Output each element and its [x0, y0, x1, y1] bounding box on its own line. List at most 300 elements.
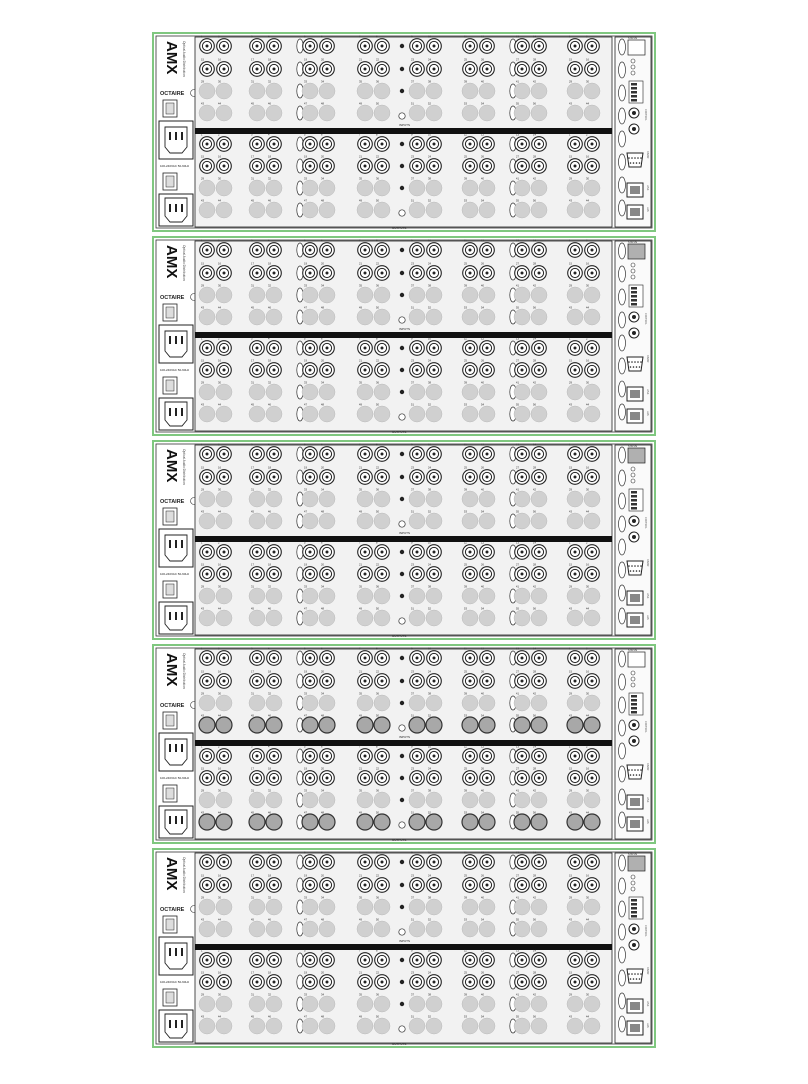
bnc-pin — [486, 165, 489, 168]
port-number: 47 — [304, 510, 307, 514]
bnc-pin — [591, 755, 594, 758]
port-number: 27 — [516, 767, 519, 771]
iec-pin-icon — [181, 744, 183, 752]
port-number: 44 — [586, 714, 589, 718]
optical-port-icon — [249, 996, 265, 1012]
port-number: 18 — [268, 262, 271, 266]
iec-pin-icon — [169, 744, 171, 752]
port-number: 37 — [411, 993, 414, 997]
port-number: 31 — [251, 585, 254, 589]
slot-icon — [619, 447, 626, 463]
led-icon — [631, 875, 635, 879]
port-number: 37 — [411, 488, 414, 492]
bnc-pin — [574, 369, 577, 372]
bnc-pin — [223, 777, 226, 780]
bnc-pin — [433, 573, 436, 576]
port-number: 17 — [251, 670, 254, 674]
rs232-pin — [637, 157, 639, 159]
rs232-label: RS232 — [646, 559, 649, 567]
bnc-pin — [538, 68, 541, 71]
port-number: 53 — [464, 607, 467, 611]
port-number: 26 — [481, 767, 484, 771]
port-number: 44 — [586, 102, 589, 106]
dip-switch-lever — [631, 299, 637, 302]
rs232-pin — [640, 769, 642, 771]
optical-port-icon — [567, 1018, 583, 1034]
inputs-label: INPUTS — [399, 939, 411, 943]
port-number: 1 — [569, 337, 571, 341]
bnc-pin — [381, 45, 384, 48]
port-number: 52 — [428, 607, 431, 611]
port-number: 18 — [268, 971, 271, 975]
port-number: 42 — [533, 177, 536, 181]
port-number: 34 — [321, 789, 324, 793]
screw-icon — [400, 89, 404, 93]
screw-icon — [400, 293, 404, 297]
port-number: 4 — [268, 851, 270, 855]
port-number: 11 — [464, 647, 467, 651]
bnc-pin — [521, 249, 524, 252]
port-number: 47 — [304, 199, 307, 203]
control-label: CONTROL — [644, 109, 647, 121]
optical-port-icon — [584, 588, 600, 604]
port-number: 25 — [464, 971, 467, 975]
port-number: 33 — [304, 896, 307, 900]
bnc-pin — [486, 272, 489, 275]
power-rating-label: 100-240VAC 50-60Hz — [160, 164, 190, 168]
port-number: 1 — [569, 133, 571, 137]
screw-icon — [400, 497, 404, 501]
bnc-pin — [416, 861, 419, 864]
port-number: 32 — [268, 896, 271, 900]
bnc-pin — [206, 755, 209, 758]
port-number: 8 — [376, 851, 378, 855]
port-number: 45 — [251, 607, 254, 611]
port-number: 10 — [428, 35, 431, 39]
port-number: 6 — [321, 949, 323, 953]
slot-icon — [619, 539, 626, 555]
optical-port-icon — [374, 180, 390, 196]
bnc-pin — [381, 884, 384, 887]
port-number: 50 — [376, 510, 379, 514]
slot-icon — [619, 651, 626, 667]
port-number: 27 — [516, 971, 519, 975]
optical-port-icon — [249, 610, 265, 626]
port-number: 26 — [481, 971, 484, 975]
port-number: 23 — [411, 359, 414, 363]
port-number: 51 — [411, 1015, 414, 1019]
optical-port-icon — [514, 513, 530, 529]
bnc-pin — [309, 272, 312, 275]
bnc-pin — [206, 884, 209, 887]
optical-port-icon — [514, 406, 530, 422]
optical-port-icon — [199, 491, 215, 507]
optical-port-icon — [319, 513, 335, 529]
bnc-pin — [326, 657, 329, 660]
port-number: 29 — [569, 789, 572, 793]
bnc-pin — [433, 369, 436, 372]
slot-icon — [619, 177, 626, 193]
rs232-pin — [630, 162, 632, 164]
optical-port-icon — [514, 1018, 530, 1034]
port-number: 20 — [321, 262, 324, 266]
lan-port-jack — [630, 186, 640, 194]
port-number: 34 — [321, 177, 324, 181]
bnc-pin — [326, 272, 329, 275]
port-number: 30 — [218, 789, 221, 793]
port-number: 54 — [481, 403, 484, 407]
port-number: 38 — [428, 789, 431, 793]
optical-port-icon — [357, 717, 373, 733]
status-label: STATUS — [628, 445, 638, 448]
port-number: 39 — [464, 381, 467, 385]
port-number: 1 — [201, 337, 203, 341]
port-number: 30 — [218, 381, 221, 385]
lan-port-jack — [630, 1024, 640, 1032]
bnc-pin — [309, 884, 312, 887]
lan-label: LINK — [646, 185, 649, 191]
slot-icon — [619, 855, 626, 871]
port-number: 43 — [569, 403, 572, 407]
bnc-pin — [326, 453, 329, 456]
bnc-pin — [538, 476, 541, 479]
bnc-pin — [521, 981, 524, 984]
optical-port-icon — [199, 1018, 215, 1034]
optical-port-icon — [216, 309, 232, 325]
iec-pin-icon — [181, 336, 183, 344]
slot-icon — [619, 108, 626, 124]
optical-port-icon — [531, 588, 547, 604]
port-number: 13 — [516, 35, 519, 39]
port-number: 13 — [516, 647, 519, 651]
port-number: 49 — [359, 918, 362, 922]
optical-port-icon — [199, 695, 215, 711]
port-number: 14 — [533, 239, 536, 243]
port-number: 34 — [321, 585, 324, 589]
port-number: 12 — [481, 443, 484, 447]
optical-port-icon — [531, 792, 547, 808]
port-number: 7 — [359, 35, 361, 39]
port-number: 25 — [464, 670, 467, 674]
lan-label: LINK — [646, 593, 649, 599]
port-number: 1 — [201, 133, 203, 137]
port-number: 46 — [268, 306, 271, 310]
port-number: 41 — [516, 177, 519, 181]
subtitle-text: Optical Audio Distribution — [182, 857, 186, 893]
port-number: 18 — [268, 874, 271, 878]
bnc-pin — [486, 68, 489, 71]
port-number: 21 — [359, 971, 362, 975]
port-number: 32 — [268, 488, 271, 492]
port-number: 56 — [533, 306, 536, 310]
bnc-pin — [591, 884, 594, 887]
bnc-pin — [538, 573, 541, 576]
port-number: 21 — [359, 670, 362, 674]
optical-port-icon — [199, 105, 215, 121]
dip-switch-lever — [631, 915, 637, 918]
bnc-pin — [574, 755, 577, 758]
lan-port-jack — [630, 798, 640, 806]
optical-port-icon — [249, 717, 265, 733]
port-number: 5 — [304, 647, 306, 651]
slot-icon — [619, 131, 626, 147]
bnc-pin — [574, 347, 577, 350]
iec-pin-icon — [175, 816, 177, 824]
dip-switch-lever — [631, 699, 637, 702]
rs232-pin — [628, 157, 630, 159]
port-number: 43 — [569, 199, 572, 203]
port-number: 9 — [411, 851, 413, 855]
port-number: 48 — [321, 1015, 324, 1019]
optical-port-icon — [216, 83, 232, 99]
port-number: 47 — [304, 1015, 307, 1019]
bnc-pin — [416, 755, 419, 758]
slot-icon — [619, 85, 626, 101]
bnc-pin — [521, 272, 524, 275]
bnc-pin — [256, 45, 259, 48]
bnc-pin — [326, 959, 329, 962]
optical-port-icon — [426, 610, 442, 626]
screw-icon — [400, 248, 404, 252]
power-rating-label: 100-240VAC 50-60Hz — [160, 572, 190, 576]
outputs-label: OUTPUTS — [392, 430, 407, 434]
optical-port-icon — [567, 105, 583, 121]
port-number: 26 — [481, 155, 484, 159]
port-number: 40 — [481, 993, 484, 997]
optical-port-icon — [531, 384, 547, 400]
optical-port-icon — [567, 83, 583, 99]
port-number: 18 — [268, 359, 271, 363]
port-number: 26 — [481, 874, 484, 878]
optical-port-icon — [374, 513, 390, 529]
lan-label: LINK — [646, 1001, 649, 1007]
port-number: 40 — [481, 284, 484, 288]
port-number: 28 — [533, 971, 536, 975]
port-number: 46 — [268, 403, 271, 407]
screw-icon — [400, 656, 404, 660]
port-number: 24 — [428, 563, 431, 567]
rs232-pin — [639, 774, 641, 776]
port-number: 21 — [359, 262, 362, 266]
bnc-pin — [416, 45, 419, 48]
port-number: 52 — [428, 714, 431, 718]
optical-port-icon — [426, 899, 442, 915]
lan-label: LAN — [646, 207, 649, 212]
port-number: 42 — [533, 692, 536, 696]
slot-icon — [619, 470, 626, 486]
bnc-pin — [591, 573, 594, 576]
port-number: 43 — [201, 403, 204, 407]
port-number: 38 — [428, 692, 431, 696]
port-number: 15 — [569, 767, 572, 771]
slot-icon — [619, 993, 626, 1009]
bnc-pin — [433, 551, 436, 554]
optical-port-icon — [199, 180, 215, 196]
optical-port-icon — [249, 202, 265, 218]
bnc-pin — [469, 143, 472, 146]
port-number: 7 — [359, 443, 361, 447]
bnc-pin — [381, 272, 384, 275]
optical-port-icon — [567, 384, 583, 400]
rs232-pin — [633, 162, 635, 164]
port-number: 7 — [359, 647, 361, 651]
port-number: 50 — [376, 811, 379, 815]
optical-port-icon — [357, 513, 373, 529]
port-number: 54 — [481, 510, 484, 514]
port-number: 31 — [251, 692, 254, 696]
port-number: 4 — [268, 745, 270, 749]
port-number: 41 — [516, 993, 519, 997]
bnc-pin — [469, 777, 472, 780]
port-number: 33 — [304, 993, 307, 997]
optical-port-icon — [249, 814, 265, 830]
port-number: 7 — [359, 745, 361, 749]
port-number: 54 — [481, 102, 484, 106]
optical-port-icon — [302, 1018, 318, 1034]
port-number: 52 — [428, 199, 431, 203]
port-number: 12 — [481, 35, 484, 39]
port-number: 43 — [569, 306, 572, 310]
bnc-pin — [433, 249, 436, 252]
optical-port-icon — [216, 1018, 232, 1034]
bnc-pin — [223, 573, 226, 576]
port-number: 14 — [533, 647, 536, 651]
bnc-pin — [326, 369, 329, 372]
optical-port-icon — [584, 814, 600, 830]
port-number: 10 — [428, 133, 431, 137]
port-number: 21 — [359, 767, 362, 771]
optical-port-icon — [479, 899, 495, 915]
optical-port-icon — [567, 202, 583, 218]
optical-port-icon — [531, 491, 547, 507]
bnc-pin — [538, 861, 541, 864]
optical-port-icon — [357, 384, 373, 400]
optical-port-icon — [514, 287, 530, 303]
bnc-pin — [433, 861, 436, 864]
port-number: 13 — [516, 949, 519, 953]
port-number: 10 — [428, 745, 431, 749]
slot-icon — [619, 1016, 626, 1032]
optical-port-icon — [302, 105, 318, 121]
optical-port-icon — [199, 814, 215, 830]
optical-port-icon — [249, 309, 265, 325]
port-number: 36 — [376, 585, 379, 589]
slot-icon — [619, 289, 626, 305]
port-number: 2 — [586, 133, 588, 137]
iec-pin-icon — [175, 948, 177, 956]
optical-port-icon — [319, 610, 335, 626]
optical-port-icon — [426, 921, 442, 937]
bnc-pin — [381, 369, 384, 372]
lan-port-jack — [630, 1002, 640, 1010]
bnc-pin — [433, 476, 436, 479]
bnc-pin — [521, 453, 524, 456]
port-number: 9 — [411, 541, 413, 545]
optical-port-icon — [584, 105, 600, 121]
port-number: 30 — [218, 585, 221, 589]
optical-port-icon — [479, 814, 495, 830]
optical-port-icon — [302, 996, 318, 1012]
dip-switch-lever — [631, 907, 637, 910]
bnc-pin — [309, 959, 312, 962]
bnc-pin — [206, 657, 209, 660]
optical-port-icon — [531, 695, 547, 711]
rs232-pin — [633, 774, 635, 776]
led-icon — [631, 71, 635, 75]
rs232-pin — [639, 978, 641, 980]
port-number: 55 — [516, 403, 519, 407]
bnc-pin — [469, 884, 472, 887]
port-number: 27 — [516, 262, 519, 266]
port-number: 7 — [359, 337, 361, 341]
control-connector-pin — [632, 535, 636, 539]
optical-port-icon — [426, 287, 442, 303]
bnc-pin — [416, 657, 419, 660]
iec-pin-icon — [169, 1020, 171, 1028]
port-number: 2 — [218, 133, 220, 137]
port-number: 30 — [218, 896, 221, 900]
bnc-pin — [591, 551, 594, 554]
optical-port-icon — [426, 814, 442, 830]
port-number: 42 — [533, 993, 536, 997]
port-number: 17 — [251, 466, 254, 470]
optical-port-icon — [531, 513, 547, 529]
port-number: 10 — [428, 443, 431, 447]
port-number: 41 — [516, 896, 519, 900]
bnc-pin — [591, 657, 594, 660]
screw-icon — [399, 822, 405, 828]
port-number: 29 — [569, 80, 572, 84]
port-number: 19 — [304, 466, 307, 470]
port-number: 11 — [464, 35, 467, 39]
bnc-pin — [223, 453, 226, 456]
bnc-pin — [326, 143, 329, 146]
port-number: 20 — [321, 670, 324, 674]
bnc-pin — [416, 884, 419, 887]
status-label: STATUS — [628, 649, 638, 652]
bnc-pin — [591, 476, 594, 479]
port-number: 45 — [251, 918, 254, 922]
port-number: 35 — [359, 789, 362, 793]
port-number: 15 — [201, 563, 204, 567]
port-number: 18 — [268, 58, 271, 62]
port-number: 29 — [201, 80, 204, 84]
bnc-pin — [416, 68, 419, 71]
control-label: CONTROL — [644, 517, 647, 529]
optical-port-icon — [531, 406, 547, 422]
slot-icon — [619, 516, 626, 532]
port-number: 36 — [376, 284, 379, 288]
bnc-pin — [469, 453, 472, 456]
bnc-pin — [309, 476, 312, 479]
port-number: 52 — [428, 811, 431, 815]
port-number: 1 — [569, 541, 571, 545]
port-number: 11 — [464, 851, 467, 855]
port-number: 44 — [586, 306, 589, 310]
optical-port-icon — [462, 83, 478, 99]
optical-port-icon — [462, 717, 478, 733]
port-number: 11 — [464, 541, 467, 545]
optical-port-icon — [462, 588, 478, 604]
rack-unit — [153, 645, 655, 843]
optical-port-icon — [462, 105, 478, 121]
slot-icon — [619, 947, 626, 963]
inputs-label: INPUTS — [399, 123, 411, 127]
bnc-pin — [381, 777, 384, 780]
port-number: 33 — [304, 789, 307, 793]
optical-port-icon — [216, 180, 232, 196]
optical-port-icon — [216, 792, 232, 808]
